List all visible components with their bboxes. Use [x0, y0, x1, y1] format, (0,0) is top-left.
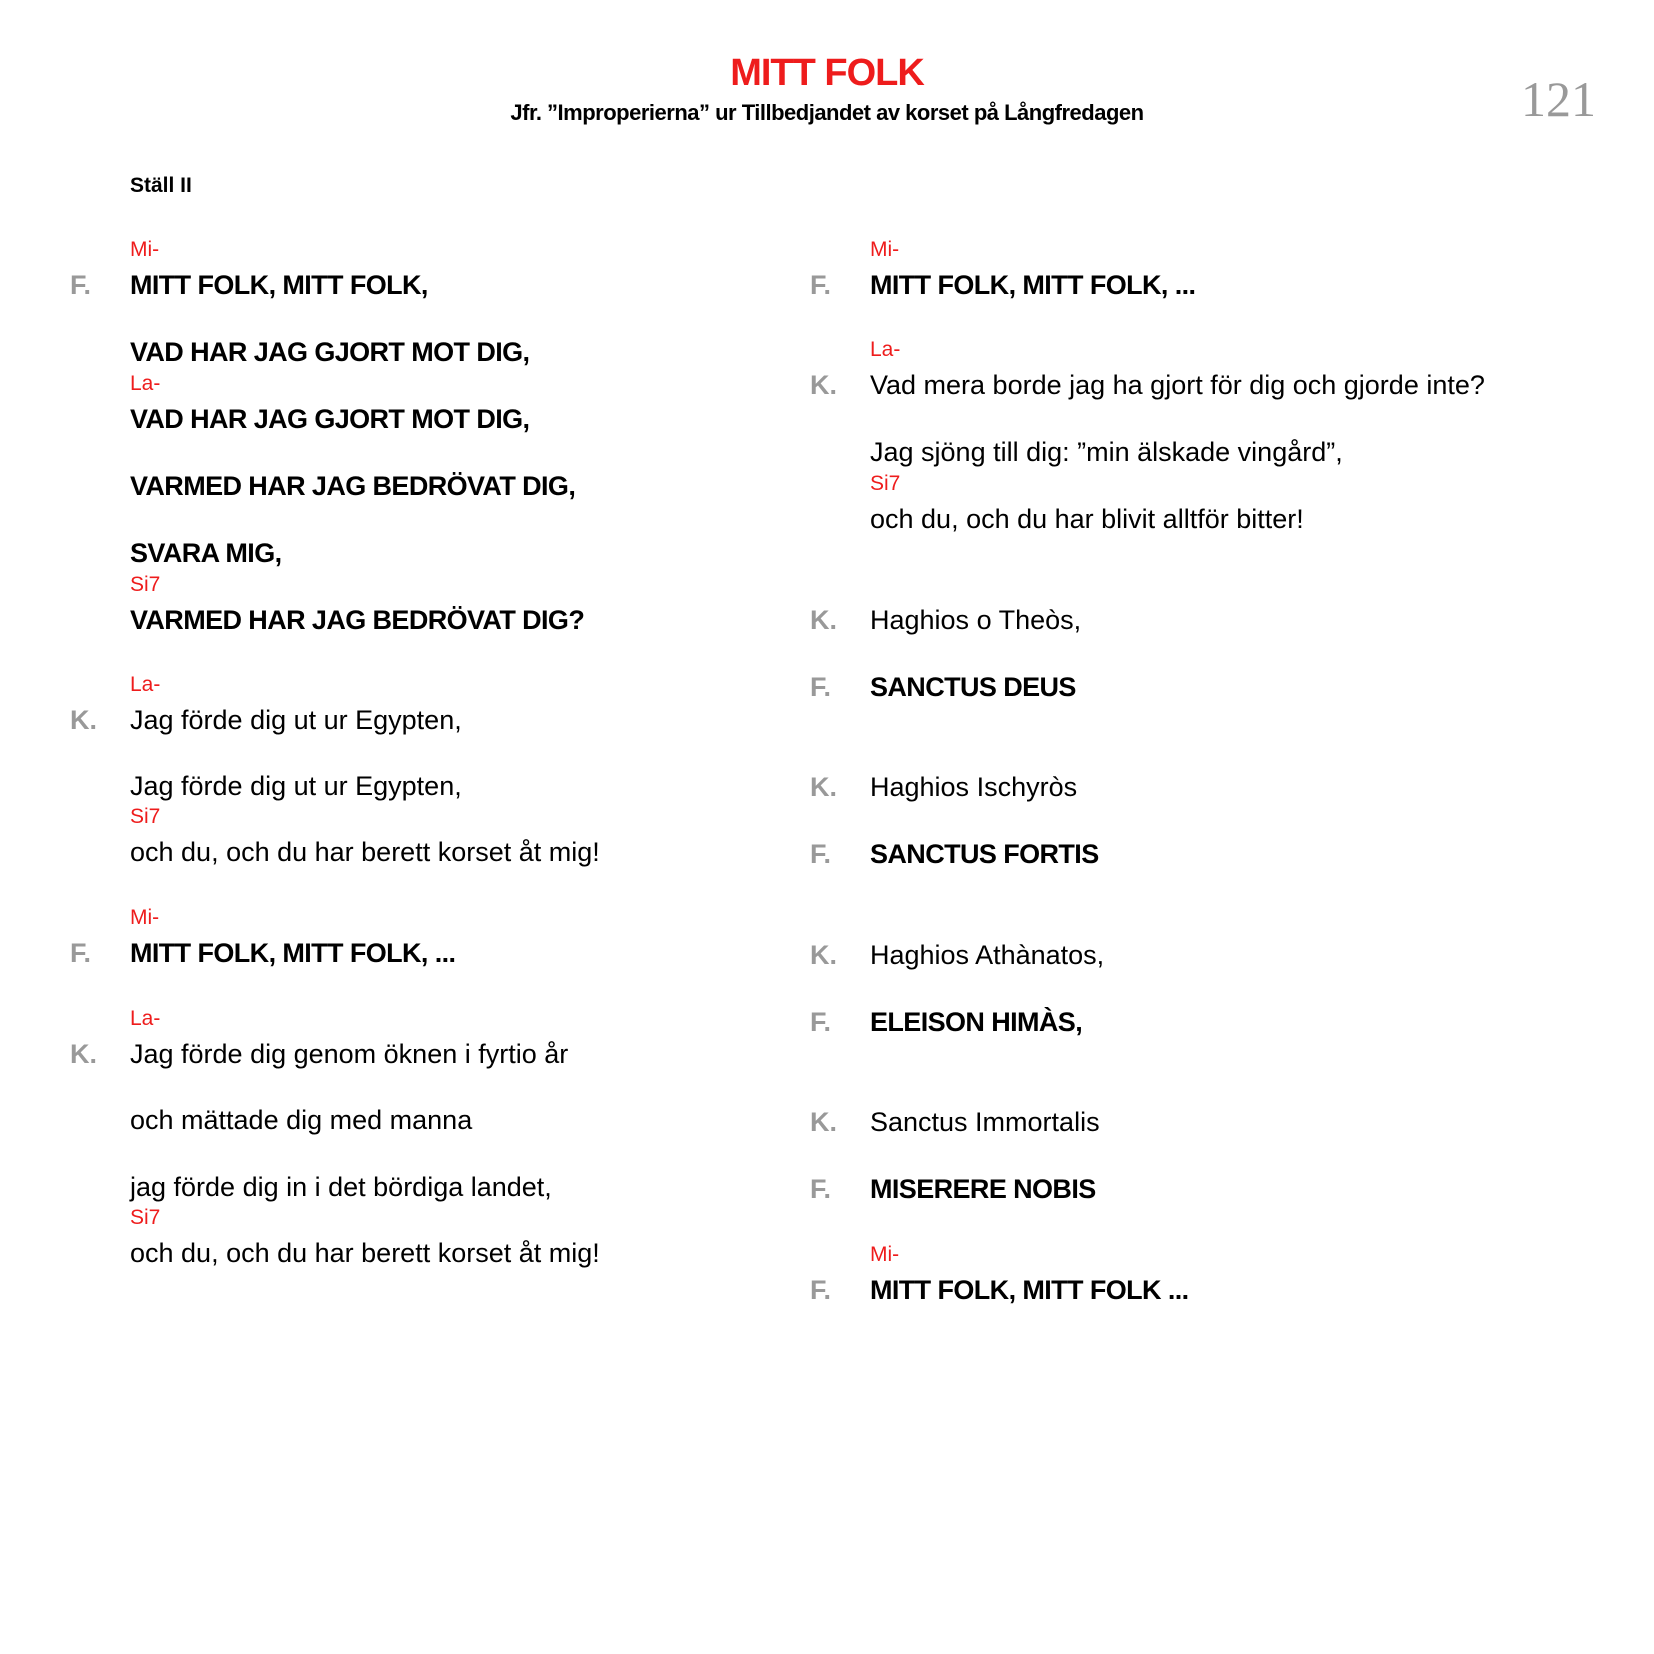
chord-label: Si7 [130, 1206, 161, 1229]
chord-label: Si7 [130, 573, 161, 596]
role-marker: K. [810, 605, 837, 635]
lyric-text: Vad mera borde jag ha gjort för dig och gjorde inte? [870, 370, 1485, 400]
page-number: 121 [1521, 71, 1596, 127]
lyric-text: och du, och du har berett korset åt mig! [130, 1238, 600, 1268]
lyric-text: Haghios Athànatos, [870, 940, 1105, 970]
lyric-text: MITT FOLK, MITT FOLK, [130, 270, 428, 300]
lyric-text: VARMED HAR JAG BEDRÖVAT DIG? [130, 605, 585, 635]
chord-label: La- [130, 673, 161, 696]
chord-label: La- [870, 338, 901, 361]
role-marker: F. [810, 270, 832, 300]
role-marker: F. [70, 938, 92, 968]
lyric-text: Jag förde dig ut ur Egypten, [130, 705, 462, 735]
lyric-text: Haghios o Theòs, [870, 605, 1082, 635]
tone-label: Ställ II [130, 174, 192, 197]
lyric-text: SANCTUS FORTIS [870, 839, 1099, 869]
lyric-text: Jag förde dig ut ur Egypten, [130, 771, 462, 801]
chord-label: Mi- [870, 1243, 900, 1266]
chord-label: Mi- [870, 238, 900, 261]
lyric-text: MISERERE NOBIS [870, 1174, 1096, 1204]
role-marker: K. [70, 705, 97, 735]
lyric-text: ELEISON HIMÀS, [870, 1007, 1083, 1037]
lyric-text: och du, och du har berett korset åt mig! [130, 837, 600, 867]
lyric-text: jag förde dig in i det bördiga landet, [130, 1172, 552, 1202]
lyric-text: MITT FOLK, MITT FOLK ... [870, 1275, 1189, 1305]
chord-label: La- [130, 372, 161, 395]
chord-label: Mi- [130, 238, 160, 261]
role-marker: F. [810, 1174, 832, 1204]
lyric-text: VAD HAR JAG GJORT MOT DIG, [130, 337, 530, 367]
lyric-text: MITT FOLK, MITT FOLK, ... [870, 270, 1196, 300]
chord-label: Si7 [130, 805, 161, 828]
lyric-text: MITT FOLK, MITT FOLK, ... [130, 938, 456, 968]
lyric-text: och du, och du har blivit alltför bitter! [870, 504, 1304, 534]
role-marker: K. [810, 1107, 837, 1137]
lyric-text: Sanctus Immortalis [870, 1107, 1100, 1137]
role-marker: F. [810, 1275, 832, 1305]
role-marker: F. [810, 1007, 832, 1037]
lyric-text: och mättade dig med manna [130, 1105, 473, 1135]
lyric-text: Haghios Ischyròs [870, 772, 1078, 802]
chord-label: Mi- [130, 906, 160, 929]
lyric-text: Jag sjöng till dig: ”min älskade vingård”, [870, 437, 1343, 467]
song-title: MITT FOLK [730, 52, 924, 94]
chord-label: La- [130, 1007, 161, 1030]
role-marker: K. [810, 940, 837, 970]
lyric-text: SANCTUS DEUS [870, 672, 1076, 702]
role-marker: K. [810, 772, 837, 802]
song-subtitle: Jfr. ”Improperierna” ur Tillbedjandet av korset på Långfredagen [510, 100, 1144, 125]
lyric-text: VAD HAR JAG GJORT MOT DIG, [130, 404, 530, 434]
lyric-text: VARMED HAR JAG BEDRÖVAT DIG, [130, 471, 576, 501]
role-marker: K. [810, 370, 837, 400]
role-marker: K. [70, 1039, 97, 1069]
chord-label: Si7 [870, 472, 901, 495]
role-marker: F. [810, 839, 832, 869]
lyric-text: SVARA MIG, [130, 538, 282, 568]
role-marker: F. [810, 672, 832, 702]
lyric-text: Jag förde dig genom öknen i fyrtio år [130, 1039, 569, 1069]
role-marker: F. [70, 270, 92, 300]
